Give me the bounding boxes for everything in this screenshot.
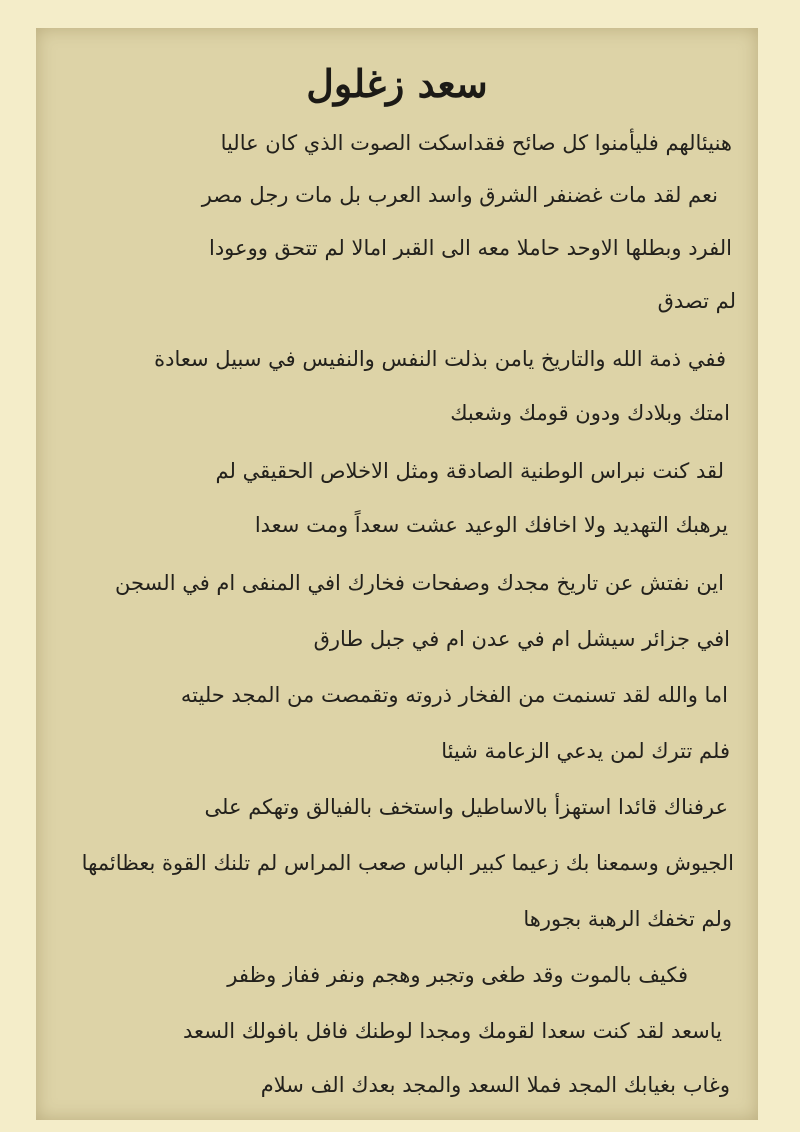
- document-title: سعد زغلول: [306, 61, 488, 106]
- text-line: وغاب بغيابك المجد فملا السعد والمجد بعدك الف سلام: [260, 1073, 730, 1097]
- text-line: نعم لقد مات غضنفر الشرق واسد العرب بل مات رجل مصر: [201, 183, 718, 207]
- text-line: فلم تترك لمن يدعي الزعامة شيئا: [441, 739, 730, 763]
- text-line: الفرد وبطلها الاوحد حاملا معه الى القبر امالا لم تتحق ووعودا: [209, 236, 732, 260]
- document-page: [36, 28, 758, 1120]
- text-line: امتك وبلادك ودون قومك وشعبك: [450, 401, 730, 425]
- text-line: اما والله لقد تسنمت من الفخار ذروته وتقمصت من المجد حليته: [180, 683, 728, 707]
- text-line: اين نفتش عن تاريخ مجدك وصفحات فخارك افي المنفى ام في السجن: [115, 571, 724, 595]
- text-line: لم تصدق: [657, 289, 736, 313]
- text-line: ولم تخفك الرهبة بجورها: [523, 907, 732, 931]
- text-line: ففي ذمة الله والتاريخ يامن بذلت النفس والنفيس في سبيل سعادة: [154, 347, 726, 371]
- text-line: عرفناك قائدا استهزأ بالاساطيل واستخف بالفيالق وتهكم على: [204, 795, 728, 819]
- text-line: لقد كنت نبراس الوطنية الصادقة ومثل الاخلاص الحقيقي لم: [215, 459, 724, 483]
- text-line: فكيف بالموت وقد طغى وتجبر وهجم ونفر ففاز وظفر: [227, 963, 688, 987]
- poem-text-block: [36, 28, 758, 1120]
- text-line: هنيئالهم فليأمنوا كل صائح فقداسكت الصوت الذي كان عاليا: [220, 131, 732, 155]
- text-line: افي جزائر سيشل ام في عدن ام في جبل طارق: [313, 627, 730, 651]
- text-line: الجيوش وسمعنا بك زعيما كبير الباس صعب المراس لم تلنك القوة بعظائمها: [81, 851, 734, 875]
- text-line: ياسعد لقد كنت سعدا لقومك ومجدا لوطنك فافل بافولك السعد: [183, 1019, 722, 1043]
- text-line: يرهبك التهديد ولا اخافك الوعيد عشت سعداً ومت سعدا: [254, 513, 728, 537]
